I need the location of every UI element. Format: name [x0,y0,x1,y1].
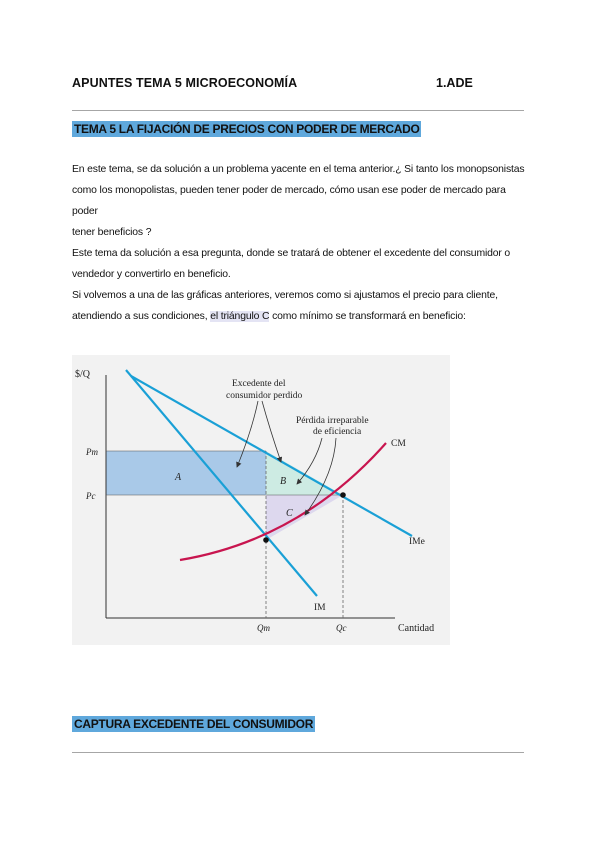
im-label: IM [314,603,326,613]
region-a [106,451,266,495]
region-a-label: A [175,472,182,483]
monopoly-output-point [263,537,269,543]
document-header-title: APUNTES TEMA 5 MICROECONOMÍA [72,76,298,90]
perdida-annotation-line1: Pérdida irreparable [296,416,369,426]
text-line: como los monopolistas, pueden tener poder de mercado, cómo usan ese poder de mercado para poder [72,185,506,217]
text-line: vendedor y convertirlo en beneficio. [72,269,231,280]
x-axis-label: Cantidad [398,623,435,634]
text-line: Si volvemos a una de las gráficas anteriores, veremos como si ajustamos el precio para cliente, [72,290,498,301]
text-fragment: como mínimo se transformará en beneficio: [272,311,466,322]
section-title-tema5: TEMA 5 LA FIJACIÓN DE PRECIOS CON PODER DE MERCADO [74,122,420,136]
pc-tick-label: Pc [86,491,96,501]
excedente-annotation-line2: consumidor perdido [226,391,303,401]
perdida-annotation-line2: de eficiencia [313,427,362,437]
highlighted-text: el triángulo C [210,311,270,322]
qm-tick-label: Qm [257,623,270,633]
text-line: tener beneficios ? [72,227,152,238]
qc-tick-label: Qc [336,623,347,633]
text-line: En este tema, se da solución a un problema yacente en el tema anterior.¿ Si tanto los monopsonistas [72,164,525,175]
region-b-label: B [280,476,287,487]
cm-label: CM [391,439,406,449]
competitive-equilibrium-point [340,492,346,498]
section-title-captura: CAPTURA EXCEDENTE DEL CONSUMIDOR [74,717,314,731]
y-axis-label: $/Q [75,369,90,380]
document-header-course: 1.ADE [436,76,473,90]
section-divider [72,752,524,753]
ime-label: IMe [409,537,425,547]
pm-tick-label: Pm [86,447,98,457]
region-c-label: C [286,508,293,519]
text-line: Este tema da solución a esa pregunta, donde se tratará de obtener el excedente del consumidor o [72,248,511,259]
excedente-annotation-line1: Excedente del [232,379,286,389]
text-fragment: atendiendo a sus condiciones, [72,311,208,322]
